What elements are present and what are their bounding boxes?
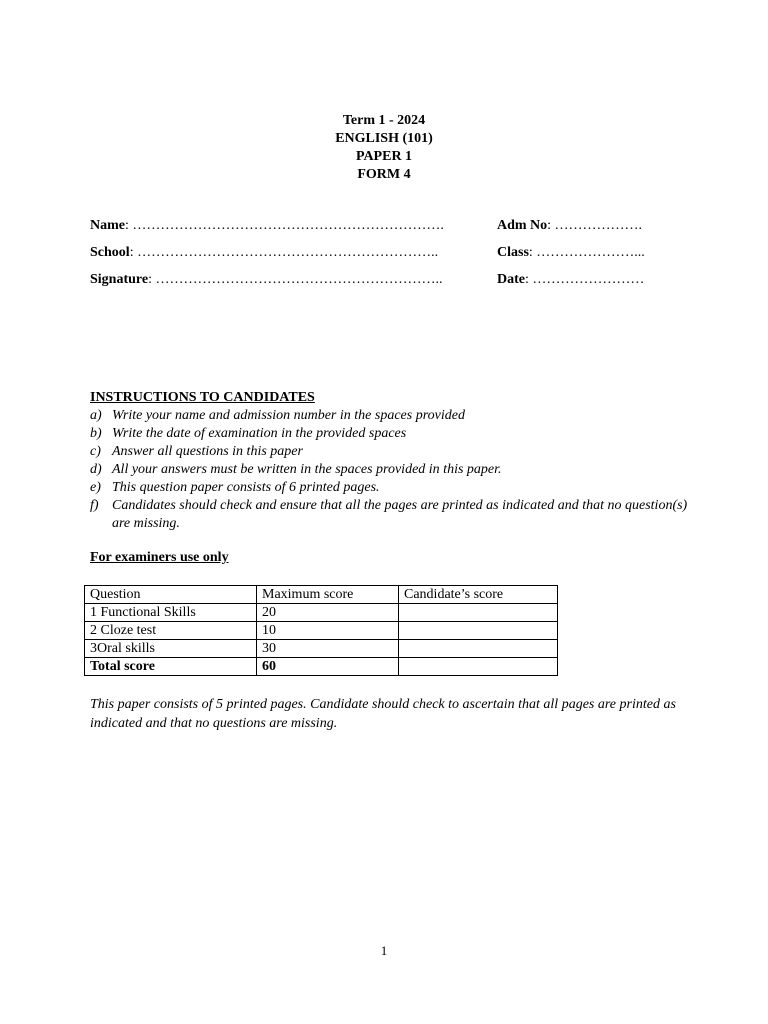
signature-field[interactable]: [90, 272, 442, 288]
page-number: 1: [380, 943, 388, 958]
term-title: Term 1 - 2024: [342, 113, 426, 128]
instruction-text: Answer all questions in this paper: [112, 444, 303, 459]
total-max-cell: 60: [257, 658, 399, 676]
form-title: FORM 4: [357, 167, 411, 182]
instruction-marker: d): [90, 462, 102, 477]
table-header-row: [85, 586, 558, 604]
question-cell: 1 Functional Skills: [85, 604, 257, 622]
school-class-row: [90, 245, 690, 263]
date-label: Date: [497, 272, 525, 287]
name-label: Name: [90, 218, 125, 233]
instruction-marker: a): [90, 408, 102, 423]
question-cell: 3Oral skills: [85, 640, 257, 658]
instruction-item: [90, 461, 690, 479]
paper-title: PAPER 1: [355, 149, 413, 164]
class-dots: : …………………...: [528, 245, 645, 260]
header-candidate-score: Candidate’s score: [399, 586, 558, 604]
signature-dots: : ……………………………………………………..: [148, 272, 443, 287]
examiners-use-label: For examiners use only: [90, 550, 229, 565]
signature-date-row: [90, 272, 690, 290]
instruction-text: Candidates should check and ensure that all the pages are printed as indicated and that no question(s) are missing.: [112, 498, 688, 531]
instruction-item: [90, 407, 690, 425]
instruction-item: [90, 443, 690, 461]
table-row: [85, 604, 558, 622]
date-field[interactable]: [497, 272, 644, 288]
total-row: [85, 658, 558, 676]
total-candidate-cell[interactable]: [399, 658, 558, 676]
score-table: [84, 585, 558, 676]
header-maximum-score: Maximum score: [257, 586, 399, 604]
name-adm-row: [90, 218, 690, 236]
candidate-score-cell[interactable]: [399, 640, 558, 658]
table-row: [85, 622, 558, 640]
instruction-marker: b): [90, 426, 102, 441]
candidate-score-cell[interactable]: [399, 604, 558, 622]
instruction-item: [90, 497, 690, 533]
instruction-text: Write your name and admission number in the spaces provided: [112, 408, 465, 423]
adm-no-dots: : ……………….: [547, 218, 643, 233]
table-row: [85, 640, 558, 658]
instructions-section: [90, 389, 690, 533]
total-label-cell: Total score: [85, 658, 257, 676]
class-label: Class: [497, 245, 529, 260]
max-score-cell: 30: [257, 640, 399, 658]
question-cell: 2 Cloze test: [85, 622, 257, 640]
instruction-text: Write the date of examination in the provided spaces: [112, 426, 407, 441]
date-dots: : ……………………: [525, 272, 645, 287]
instruction-marker: c): [90, 444, 101, 459]
school-label: School: [90, 245, 130, 260]
max-score-cell: 20: [257, 604, 399, 622]
instruction-item: [90, 479, 690, 497]
adm-no-field[interactable]: [497, 218, 642, 234]
instruction-text: This question paper consists of 6 printed pages.: [112, 480, 380, 495]
instructions-list: [90, 407, 690, 533]
instruction-text: All your answers must be written in the spaces provided in this paper.: [112, 462, 502, 477]
header-question: Question: [85, 586, 257, 604]
pages-note: This paper consists of 5 printed pages. Candidate should check to ascertain that all pages are printed as indicated and that no questions are missing.: [90, 697, 676, 731]
candidate-score-cell[interactable]: [399, 622, 558, 640]
instructions-title: INSTRUCTIONS TO CANDIDATES: [90, 390, 315, 405]
school-field[interactable]: [90, 245, 438, 261]
max-score-cell: 10: [257, 622, 399, 640]
instruction-marker: f): [90, 498, 99, 513]
instruction-marker: e): [90, 480, 101, 495]
school-dots: : ………………………………………………………..: [129, 245, 439, 260]
exam-header: [0, 112, 768, 184]
name-field[interactable]: [90, 218, 444, 234]
adm-no-label: Adm No: [497, 218, 548, 233]
class-field[interactable]: [497, 245, 645, 261]
subject-title: ENGLISH (101): [335, 131, 433, 146]
instruction-item: [90, 425, 690, 443]
name-dots: : ………………………………………………………….: [125, 218, 444, 233]
signature-label: Signature: [90, 272, 149, 287]
